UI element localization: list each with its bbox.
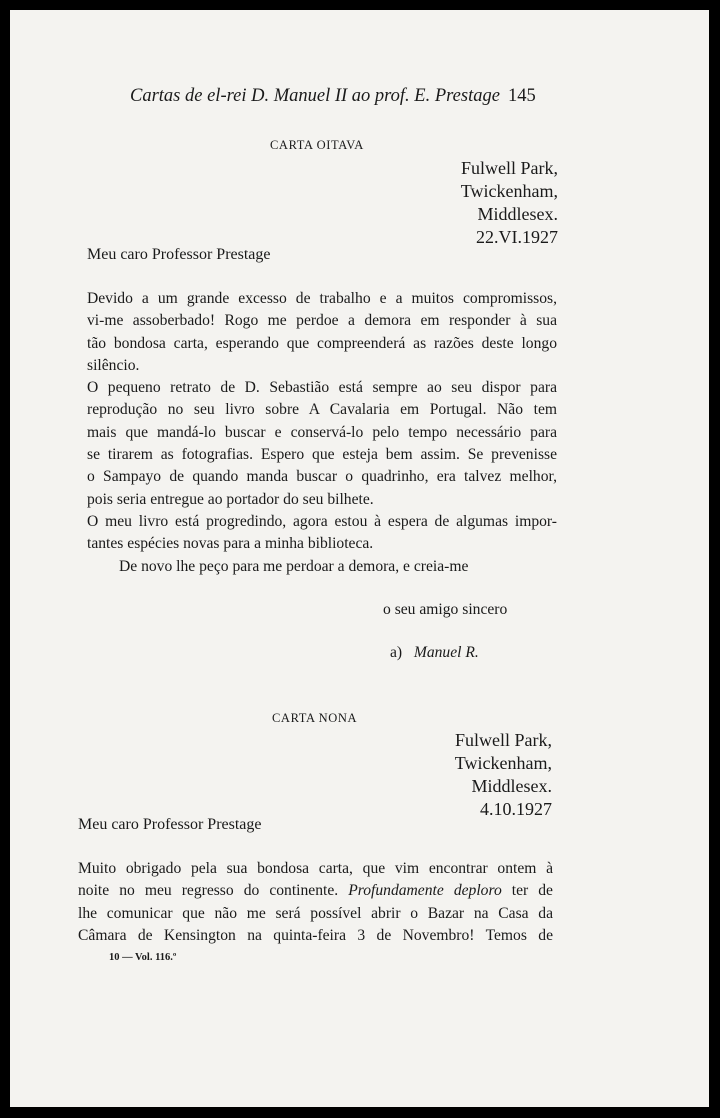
address-line: Twickenham, [460, 181, 558, 201]
body-line: lhe comunicar que não me será possível abrir o Bazar na Casa da [78, 904, 553, 922]
signature-prefix: a) [390, 644, 403, 661]
address-line: Fulwell Park, [455, 730, 552, 750]
address-line: Middlesex. [477, 204, 558, 224]
signature-line [390, 642, 479, 664]
letter-body [87, 288, 557, 578]
body-line: Devido a um grande excesso de trabalho e a muitos compromissos, [87, 290, 557, 307]
letter-body [78, 858, 553, 947]
body-line-part: ter de [501, 882, 553, 900]
signature: Manuel R. [413, 644, 479, 661]
body-line: vi-me assoberbado! Rogo me perdoe a demora em responder à sua [87, 312, 557, 330]
running-head [130, 86, 536, 107]
letter-heading: CARTA OITAVA [270, 138, 364, 152]
running-head-title: Cartas de el-rei D. Manuel II ao prof. E. Prestage [130, 86, 500, 106]
letter-address [455, 729, 552, 821]
body-line-emphasis: Profundamente deploro [348, 882, 502, 900]
salutation: Meu caro Professor Prestage [78, 816, 262, 833]
body-line: Câmara de Kensington na quinta-feira 3 de Novembro! Temos de [78, 926, 553, 944]
body-line: se tirarem as fotografias. Espero que esteja bem assim. Se prevenisse [87, 446, 557, 464]
address-line: Twickenham, [454, 753, 552, 773]
body-line: reprodução no seu livro sobre A Cavalaria em Portugal. Não tem [87, 401, 557, 419]
page-number: 145 [507, 86, 536, 106]
salutation: Meu caro Professor Prestage [87, 246, 271, 263]
closing: o seu amigo sincero [383, 601, 508, 618]
body-line: O pequeno retrato de D. Sebastião está sempre ao seu dispor para [87, 379, 557, 397]
body-line: o Sampayo de quando manda buscar o quadrinho, era talvez melhor, [87, 468, 557, 486]
body-line: Muito obrigado pela sua bondosa carta, que vim encontrar ontem à [78, 860, 553, 877]
body-line: De novo lhe peço para me perdoar a demora, e creia-me [119, 557, 469, 575]
body-line: tão bondosa carta, esperando que compreenderá as razões deste longo [87, 334, 557, 352]
volume-footnote: 10 — Vol. 116.º [109, 952, 177, 963]
body-line: mais que mandá-lo buscar e conservá-lo pelo tempo necessário para [87, 423, 557, 441]
book-page [10, 10, 709, 1107]
body-line: O meu livro está progredindo, agora estou à espera de algumas impor- [87, 512, 557, 530]
address-line: Fulwell Park, [461, 158, 558, 178]
body-line: tantes espécies novas para a minha biblioteca. [87, 535, 374, 553]
letter-address [461, 157, 558, 249]
body-line-part: noite no meu regresso do continente. [78, 882, 349, 900]
address-line: Middlesex. [471, 776, 552, 796]
body-line [78, 880, 553, 902]
letter-heading: CARTA NONA [272, 711, 358, 725]
body-line: silêncio. [87, 356, 140, 374]
letter-date: 22.VI.1927 [476, 227, 558, 247]
letter-date: 4.10.1927 [480, 799, 552, 819]
body-line: pois seria entregue ao portador do seu bilhete. [87, 490, 374, 508]
